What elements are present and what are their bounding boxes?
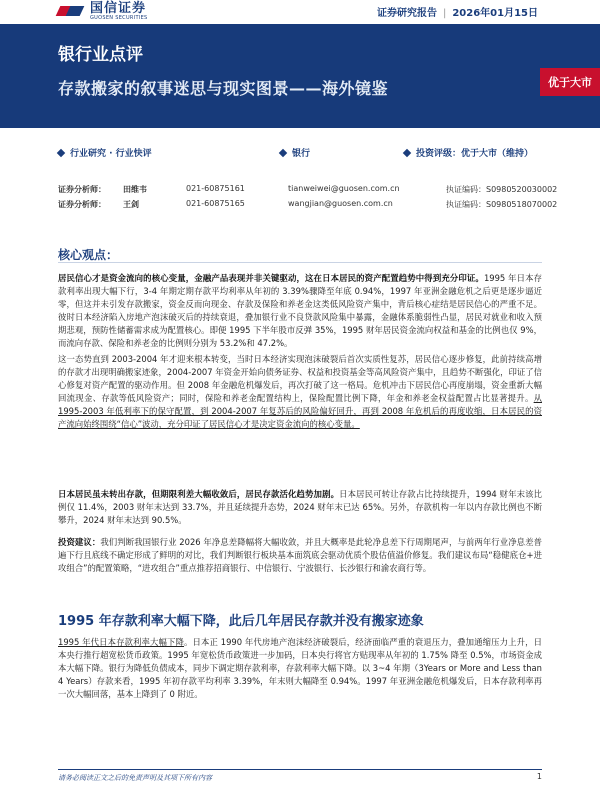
- logo-text-cn: 国信证券: [90, 0, 147, 16]
- logo-text-en: GUOSEN SECURITIES: [90, 14, 148, 21]
- title-banner: [0, 24, 600, 128]
- page-number: 1: [536, 772, 542, 781]
- meta-rating: 投资评级：优于大市（维持）: [404, 146, 533, 159]
- core-paragraph-2: 这一态势直到 2003-2004 年才迎来根本转变，当时日本经济实现泡沫破裂后首次实质性复苏，居民信心逐步修复，此前持续高增的存款才出现明确搬家迹象，2004-2007 年资金开始向债务证券、权益和投资基金等高风险资产集中，且趋势不断强化，印证了信心修复对资产配置的驱动作用。但 2008 年金融危机爆发后，再次打破了这一格局。危机冲击下居民信心再度崩塌，资金重新大幅回流现金、存款等低风险资产；同时，保险和养老金配置结构上，保险配置比例下降，年金和养老金权益配置占比显著提升。从 1995-2003 年低利率下的保守配置，到 2004-2007 年复苏后的风险偏好回升，再到 2008 年危机后的再度收缩，日本居民的资产流向始终围绕“信心”波动，充分印证了居民信心才是决定资金流向的核心变量。: [58, 354, 542, 429]
- meta-research: 行业研究 · 行业快评: [58, 146, 152, 159]
- divider: [58, 262, 542, 263]
- report-date: 2026年01月15日: [452, 8, 538, 19]
- core-heading: 核心观点：: [58, 248, 119, 262]
- report-category: 银行业点评: [58, 45, 143, 65]
- core-paragraph-1: 居民信心才是资金流向的核心变量，金融产品表现并非关键驱动，这在日本居民的资产配置趋势中得到充分印证。1995 年日本存款利率出现大幅下行，3-4 年期定期存款平均利率从年初的 3.39%骤降至年底 0.94%，1997 年亚洲金融危机之后更是逐步逼近零，但这并未引发存款搬家，资金反而向现金、存款及保险和养老金这类低风险资产集中，背后核心症结是居民信心的严重不足。彼时日本经济陷入房地产泡沫破灭后的持续衰退，叠加银行业不良贷款风险集中暴露，金融体系脆弱性凸显，居民对就业和收入预期悲观，预防性储蓄需求成为配置核心。即便 1995 下半年股市反弹 35%，1995 财年居民资金流向权益和基金的比例也仅 9%，而流向存款、保险和养老金的比例则分别为 53.2%和 47.2%。: [58, 273, 542, 348]
- diamond-icon: [57, 148, 65, 156]
- rating-tag: 优于大市: [540, 68, 600, 96]
- section-paragraph: 1995 年代日本存款利率大幅下降。日本正 1990 年代房地产泡沫经济破裂后，经济面临严重的衰退压力，叠加通缩压力上升，日本央行推行超宽松货币政策。1995 年宽松货币政策进一步加码，日本央行将官方贴现率从年初的 1.75% 降至 0.5%，市场资金成本大幅下降。银行为降低负债成本，同步下调定期存款利率，存款利率大幅下降。以 3~4 年期（3Years or More and Less than 4 Years）存款来看，1995 年初存款平均利率 3.39%，年末则大幅降至 0.94%。1997 年亚洲金融危机爆发后，日本存款利率再一次大幅回落，基本上降到了 0 附近。: [58, 637, 542, 699]
- section-heading: 1995 年存款利率大幅下降，此后几年居民存款并没有搬家迹象: [58, 614, 424, 629]
- report-type: 证券研究报告: [376, 8, 437, 19]
- company-logo: [58, 0, 148, 22]
- disclaimer-note: 请务必阅读正文之后的免责声明及其项下所有内容: [58, 774, 212, 782]
- investment-advice: 投资建议：我们判断我国银行业 2026 年净息差降幅将大幅收敛，并且大概率是此轮净息差下行周期尾声，与前两年行业净息差普遍下行且底线不确定形成了鲜明的对比，我们判断银行板块基本面筑底会驱动优质个股估值溢价修复。我们建议布局“稳健底仓+进攻组合”的配置策略，“进攻组合”重点推荐招商银行、中信银行、宁波银行、长沙银行和渝农商行等。: [58, 537, 542, 573]
- meta-industry: 银行: [280, 146, 310, 159]
- logo-mark-icon: [58, 4, 84, 18]
- core-paragraph-3: 日本居民虽未转出存款，但期限利差大幅收敛后，居民存款活化趋势加剧。日本居民可转让存款占比持续提升，1994 财年末该比例仅 11.4%，2003 财年末达到 33.7%，并且延续提升态势，2024 财年末已达 65%。另外，存款机构一年以内存款比例也不断攀升，2024 财年末达到 90.5%。: [58, 489, 542, 525]
- footer-divider: [58, 769, 542, 770]
- diamond-icon: [279, 148, 287, 156]
- header-meta: 证券研究报告 | 2026年01月15日: [376, 8, 538, 19]
- diamond-icon: [403, 148, 411, 156]
- top-header: [0, 0, 600, 24]
- report-title: 存款搬家的叙事迷思与现实图景——海外镜鉴: [58, 79, 389, 98]
